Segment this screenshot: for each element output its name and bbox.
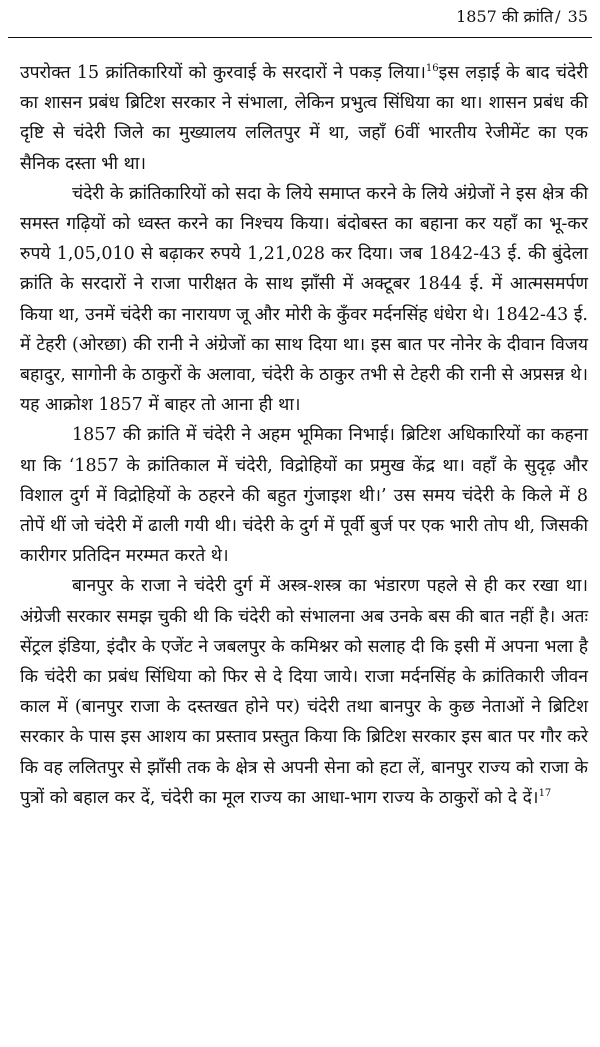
header-rule — [8, 37, 592, 38]
footnote-marker-17: 17 — [538, 787, 552, 799]
paragraph-2: चंदेरी के क्रांतिकारियों को सदा के लिये समाप्त करने के लिये अंग्रेजों ने इस क्षेत्र की समस्त गढ़ियों को ध्वस्त करने का निश्चय किया। बंदोबस्त का बहाना कर यहाँ का भू-कर रुपये 1,05,010 से बढ़ाकर रुपये 1,21,028 कर दिया। जब 1842-43 ई. की बुंदेला क्रांति के सरदारों ने राजा पारीक्षत के साथ झाँसी में अक्टूबर 1844 ई. में आत्मसमर्पण किया था, उनमें चंदेरी का नारायण जू और मोरी के कुँवर मर्दनसिंह धंधेरा थे। 1842-43 ई. में टेहरी (ओरछा) की रानी ने अंग्रेजों का साथ दिया था। इस बात पर नोनेर के दीवान विजय बहादुर, सागोनी के ठाकुरों के अलावा, चंदेरी के ठाकुर तभी से टेहरी की रानी से अप्रसन्न थे। यह आक्रोश 1857 में बाहर तो आना ही था। — [20, 183, 588, 416]
running-header — [456, 6, 588, 28]
header-year: 1857 — [456, 7, 497, 26]
footnote-marker-16: 16 — [425, 63, 439, 74]
header-title: की क्रांति — [501, 7, 554, 26]
paragraph-4 — [20, 571, 588, 813]
paragraph-4-text: बानपुर के राजा ने चंदेरी दुर्ग में अस्त्र-शस्त्र का भंडारण पहले से ही कर रखा था। अंग्रेजी सरकार समझ चुकी थी कि चंदेरी को संभालना अब उनके बस की बात नहीं है। अतः सेंट्रल इंडिया, इंदौर के एजेंट ने जबलपुर के कमिश्नर को सलाह दी कि इसी में अपना भला है कि चंदेरी का प्रबंध सिंधिया को फिर से दे दिया जाये। राजा मर्दनसिंह के क्रांतिकारी जीवन काल में (बानपुर राजा के दस्तखत होने पर) चंदेरी तथा बानपुर के कुछ नेताओं ने ब्रिटिश सरकार के पास इस आशय का प्रस्ताव प्रस्तुत किया कि ब्रिटिश सरकार इस बात पर गौर करे कि वह ललितपुर से झाँसी तक के क्षेत्र से अपनी सेना को हटा लें, बानपुर राज्य को राजा के पुत्रों को बहाल कर दें, चंदेरी का मूल राज्य का आधा-भाग राज्य के ठाकुरों को दे दें। — [20, 576, 588, 808]
paragraph-1 — [20, 58, 588, 179]
paragraph-3: 1857 की क्रांति में चंदेरी ने अहम भूमिका निभाई। ब्रिटिश अधिकारियों का कहना था कि ‘1857 के क्रांतिकाल में चंदेरी, विद्रोहियों का प्रमुख केंद्र था। वहाँ के सुदृढ़ और विशाल दुर्ग में विद्रोहियों के ठहरने की बहुत गुंजाइश थी।’ उस समय चंदेरी के किले में 8 तोपें थीं जो चंदेरी में ढाली गयी थी। चंदेरी के दुर्ग में पूर्वी बुर्ज पर एक भारी तोप थी, जिसकी कारीगर प्रतिदिन मरम्मत करते थे। — [20, 425, 588, 567]
paragraph-1-text: उपरोक्त 15 क्रांतिकारियों को कुरवाई के सरदारों ने पकड़ लिया। — [20, 63, 426, 83]
body-text — [20, 58, 588, 813]
page-number: 35 — [567, 7, 588, 26]
header-separator: / — [555, 7, 561, 26]
paragraph-1-text-continued: इस लड़ाई के बाद चंदेरी का शासन प्रबंध ब्रिटिश सरकार ने संभाला, लेकिन प्रभुत्व सिंधिया का था। शासन प्रबंध की दृष्टि से चंदेरी जिले का मुख्यालय ललितपुर में था, जहाँ 6वीं भारतीय रेजीमेंट का एक सैनिक दस्ता भी था। — [20, 63, 588, 174]
